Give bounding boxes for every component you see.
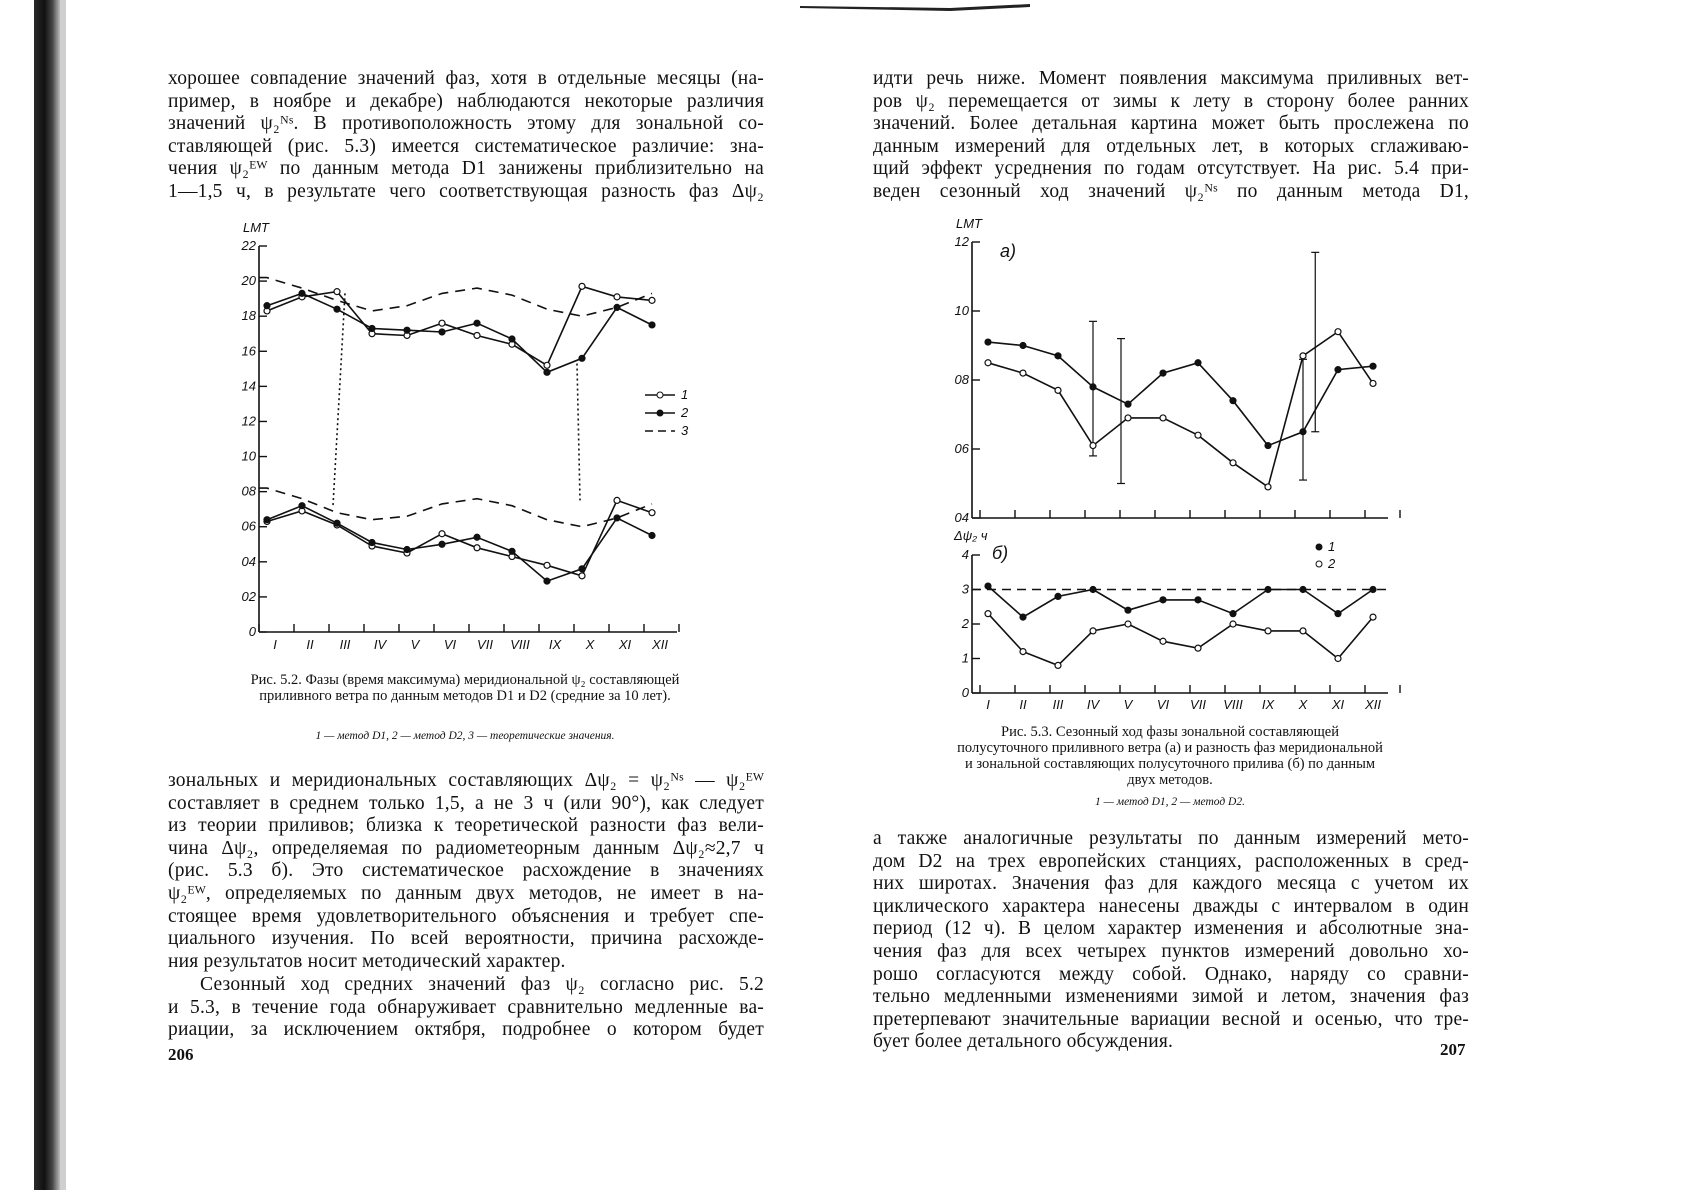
text-line: ния результатов носит методический характер.: [168, 950, 566, 972]
figure-5-2-caption: Рис. 5.2. Фазы (время максимума) меридиональной ψ₂ составляющей приливного ветра по данным методов D1 и D2 (средние за 10 лет).: [250, 672, 680, 704]
text-line: дом D2 на трех европейских станциях, расположенных в сред-: [873, 850, 1469, 872]
text-line: циального изучения. По всей вероятности, причина расхожде-: [168, 928, 764, 950]
panel-a-series-2-point: [1125, 401, 1131, 407]
text-line: стоящее время удовлетворительного объяснения и требует спе-: [168, 905, 764, 927]
panel-b-y-tick-label: 0: [961, 685, 969, 700]
panel-b-y-tick-label: 3: [961, 581, 969, 597]
panel-a-series-2-point: [1230, 398, 1236, 404]
x-tick-label: VII: [1190, 697, 1206, 712]
x-tick-label: IX: [548, 637, 562, 652]
page-number-left: 206: [168, 1045, 194, 1064]
panel-a-series-1-point: [985, 360, 991, 366]
panel-a-y-label: LMT: [956, 216, 982, 231]
series-1-point: [544, 362, 550, 368]
panel-b-y-tick-label: 4: [961, 547, 969, 562]
panel-b-series-2-point: [1265, 628, 1271, 634]
legend-marker: [657, 410, 663, 416]
panel-b-series-1-point: [1230, 611, 1236, 617]
series-1-point: [544, 562, 550, 568]
panel-a-series-1-point: [1230, 460, 1236, 466]
text-line: данным измерений для отдельных лет, в которых сглаживаю-: [873, 135, 1469, 157]
panel-b-series-2-point: [1090, 628, 1096, 634]
series-2-point: [264, 517, 270, 523]
panel-b-series-1-point: [1335, 611, 1341, 617]
y-tick-label: 14: [241, 378, 256, 394]
x-tick-label: III: [339, 637, 351, 652]
panel-b-series-1-point: [1090, 587, 1096, 593]
legend-marker: [1316, 561, 1322, 567]
panel-b-series-1-line: [988, 586, 1373, 617]
panel-a-series-2-point: [1160, 370, 1166, 376]
text-line: зональных и меридиональных составляющих Δψ₂ = ψ₂ᴺˢ — ψ₂ᴱᵂ: [168, 770, 764, 791]
series-2-point: [509, 548, 515, 554]
x-tick-label: IX: [1261, 697, 1275, 712]
panel-a-series-1-point: [1265, 484, 1271, 490]
panel-a-y-tick-label: 04: [954, 510, 969, 525]
left-bottom-text: [168, 770, 764, 973]
panel-b-series-1-point: [1370, 587, 1376, 593]
series-1-point: [579, 573, 585, 579]
panel-a-series-2-point: [1090, 384, 1096, 390]
series-1-point: [614, 294, 620, 300]
panel-b-series-2-point: [1055, 662, 1061, 668]
x-tick-label: II: [1019, 697, 1027, 712]
panel-b-series-1-point: [1195, 597, 1201, 603]
panel-b-series-2-point: [1335, 656, 1341, 662]
panel-b-series-2-point: [1230, 621, 1236, 627]
panel-b-series-2-point: [1125, 621, 1131, 627]
series-2-point: [299, 503, 305, 509]
series-1-point: [649, 510, 655, 516]
legend-label: 3: [681, 423, 689, 438]
series-2-point: [299, 290, 305, 296]
panel-b-series-1-point: [1055, 593, 1061, 599]
panel-b-y-tick-label: 1: [961, 650, 969, 666]
left-top-text: [168, 68, 764, 204]
panel-a-series-2-point: [1335, 367, 1341, 373]
series-1-point: [334, 289, 340, 295]
series-3-theoretical: [259, 278, 652, 317]
series-2-point: [614, 515, 620, 521]
panel-b-series-1-point: [1020, 614, 1026, 620]
series-1-point: [579, 283, 585, 289]
text-line: хорошее совпадение значений фаз, хотя в отдельные месяцы (на-: [168, 68, 764, 89]
panel-a-series-2-point: [1300, 429, 1306, 435]
text-line: чина Δψ₂, определяемая по радиометеорным данным Δψ₂≈2,7 ч: [168, 837, 764, 859]
panel-a-series-2-point: [1370, 363, 1376, 369]
x-tick-label: VIII: [510, 637, 530, 652]
panel-a-series-1-point: [1300, 353, 1306, 359]
series-2-point: [649, 533, 655, 539]
panel-a-series-1-point: [1090, 443, 1096, 449]
text-line: риации, за исключением октября, подробнее о котором будет: [168, 1019, 764, 1041]
series-2-point: [649, 322, 655, 328]
panel-a-series-1-point: [1335, 329, 1341, 335]
series-1-point: [649, 297, 655, 303]
text-line: чения ψ₂ᴱᵂ по данным метода D1 занижены приблизительно на: [168, 158, 764, 180]
book-binding-edge: [60, 0, 66, 1190]
panel-b-series-2-point: [1160, 638, 1166, 644]
text-line: Сезонный ход средних значений фаз ψ₂ согласно рис. 5.2: [200, 974, 764, 995]
series-2-point: [579, 355, 585, 361]
panel-a-series-2-point: [985, 339, 991, 345]
panel-b-y-label: Δψ₂ ч: [954, 528, 988, 543]
series-2-line: [267, 506, 652, 581]
series-2-point: [404, 327, 410, 333]
x-tick-label: V: [410, 637, 420, 652]
panel-b-series-2-point: [1300, 628, 1306, 634]
text-line: ров ψ₂ перемещается от зимы к лету в сторону более ранних: [873, 90, 1469, 112]
text-line: период (12 ч). В целом характер изменения и абсолютные зна-: [873, 918, 1469, 940]
figure-5-2: [225, 218, 695, 658]
y-tick-label: 22: [241, 238, 256, 253]
series-2-point: [544, 369, 550, 375]
x-tick-label: I: [273, 637, 277, 652]
panel-a-series-1-point: [1195, 432, 1201, 438]
series-1-point: [614, 497, 620, 503]
x-tick-label: III: [1052, 697, 1064, 712]
series-1-line: [267, 500, 652, 576]
series-2-point: [334, 306, 340, 312]
panel-a-series-1-point: [1370, 380, 1376, 386]
figure-5-2-legend: 1 — метод D1, 2 — метод D2, 3 — теоретические значения.: [315, 730, 615, 742]
text-line: ψ₂ᴱᵂ, определяемых по данным двух методов, не имеет в на-: [168, 882, 764, 904]
phase-jump-march: [333, 293, 345, 505]
x-tick-label: VIII: [1223, 697, 1243, 712]
panel-a-series-2-point: [1055, 353, 1061, 359]
y-tick-label: 10: [241, 448, 256, 464]
figure-5-3-caption: Рис. 5.3. Сезонный ход фазы зональной составляющей полусуточного приливного ветра (а) и разность фаз меридиональной и зональной составляющих полусуточного прилива (б) по данным двух методов.: [957, 724, 1383, 788]
panel-a-y-tick-label: 08: [954, 372, 969, 387]
page-number-right: 207: [1440, 1040, 1466, 1059]
phase-jump-october: [577, 364, 580, 501]
panel-b-series-1-point: [1265, 587, 1271, 593]
series-2-point: [614, 304, 620, 310]
series-2-point: [369, 540, 375, 546]
left-last-paragraph: [168, 974, 764, 1042]
text-line: значений. Более детальная картина может быть прослежена по: [873, 113, 1469, 135]
x-tick-label: II: [306, 637, 314, 652]
y-tick-label: 02: [241, 588, 256, 604]
panel-b-series-2-point: [985, 611, 991, 617]
text-line: пример, в ноябре и декабре) наблюдаются некоторые различия: [168, 90, 764, 112]
series-2-point: [439, 541, 445, 547]
y-tick-label: 18: [241, 308, 256, 324]
text-line: претерпевают значительные вариации весной и осенью, что тре-: [873, 1008, 1469, 1030]
y-tick-label: 04: [241, 553, 256, 569]
text-line: 1—1,5 ч, в результате чего соответствующая разность фаз Δψ₂: [168, 180, 764, 202]
text-line: веден сезонный ход значений ψ₂ᴺˢ по данным метода D1,: [873, 180, 1469, 202]
panel-b-series-2-point: [1020, 649, 1026, 655]
text-line: ставляющей (рис. 5.3) имеется систематическое различие: зна-: [168, 135, 764, 157]
panel-b-series-2-point: [1195, 645, 1201, 651]
series-2-point: [439, 329, 445, 335]
panel-a-label: а): [1000, 241, 1017, 261]
legend-marker: [657, 392, 663, 398]
panel-a-y-tick-label: 06: [954, 441, 969, 456]
y-tick-label: 12: [241, 413, 256, 429]
series-2-point: [334, 520, 340, 526]
series-1-point: [439, 320, 445, 326]
series-2-point: [474, 320, 480, 326]
x-tick-label: X: [585, 637, 595, 652]
legend-label: 1: [1328, 539, 1336, 554]
text-line: из теории приливов; близка к теоретической разности фаз вели-: [168, 815, 764, 837]
x-tick-label: X: [1298, 697, 1308, 712]
book-binding-shadow: [34, 0, 60, 1190]
series-1-point: [474, 545, 480, 551]
panel-a-series-1-point: [1160, 415, 1166, 421]
series-3-theoretical: [259, 488, 652, 527]
y-tick-label: 06: [241, 518, 256, 534]
y-tick-label: 08: [241, 483, 256, 499]
series-2-point: [264, 303, 270, 309]
text-line: чения фаз для всех четырех пунктов измерений довольно хо-: [873, 940, 1469, 962]
y-tick-label: 16: [241, 343, 256, 359]
series-2-point: [579, 566, 585, 572]
right-bottom-text: [873, 828, 1469, 1054]
panel-b-series-2-point: [1370, 614, 1376, 620]
x-tick-label: VI: [443, 637, 457, 652]
x-tick-label: XII: [652, 637, 668, 652]
text-line: (рис. 5.3 б). Это систематическое расхождение в значениях: [168, 860, 764, 882]
panel-a-series-1-point: [1125, 415, 1131, 421]
series-2-point: [369, 325, 375, 331]
text-line: циклического характера нанесены дважды с интервалом в один: [873, 895, 1469, 917]
panel-b-series-1-point: [1300, 587, 1306, 593]
legend-label: 1: [681, 387, 689, 402]
x-tick-label: IV: [1086, 697, 1100, 712]
text-line: составляет в среднем только 1,5, а не 3 ч (или 90°), как следует: [168, 792, 764, 814]
y-tick-label: 20: [241, 273, 256, 289]
scan-mark: [800, 2, 1030, 12]
text-line: идти речь ниже. Момент появления максимума приливных вет-: [873, 68, 1469, 89]
text-line: них широтах. Значения фаз для каждого месяца с учетом их: [873, 873, 1469, 895]
x-tick-label: V: [1123, 697, 1133, 712]
y-axis-label: LMT: [243, 220, 269, 235]
text-line: бует более детального обсуждения.: [873, 1031, 1174, 1053]
x-tick-label: XII: [1365, 697, 1381, 712]
series-2-line: [267, 293, 652, 372]
panel-a-series-1-point: [1055, 387, 1061, 393]
panel-b-y-tick-label: 2: [961, 616, 969, 631]
figure-5-3: [945, 210, 1405, 720]
legend-marker: [1316, 544, 1322, 550]
panel-b-series-1-point: [985, 583, 991, 589]
y-tick-label: 0: [248, 624, 256, 639]
panel-a-series-1-point: [1020, 370, 1026, 376]
series-1-point: [439, 531, 445, 537]
series-2-point: [474, 534, 480, 540]
panel-b-series-1-point: [1160, 597, 1166, 603]
series-1-point: [474, 332, 480, 338]
text-line: щий эффект усреднения по годам отсутствует. На рис. 5.4 при-: [873, 158, 1469, 180]
panel-a-y-tick-label: 12: [954, 234, 969, 249]
x-tick-label: XI: [1331, 697, 1345, 712]
panel-a-y-tick-label: 10: [954, 303, 969, 318]
series-1-line: [267, 286, 652, 365]
x-tick-label: XI: [618, 637, 632, 652]
x-tick-label: VII: [477, 637, 493, 652]
text-line: рошо согласуются между собой. Однако, наряду со сравни-: [873, 963, 1469, 985]
panel-a-series-2-point: [1020, 343, 1026, 349]
text-line: а также аналогичные результаты по данным измерений мето-: [873, 828, 1469, 849]
panel-a-series-2-point: [1195, 360, 1201, 366]
x-tick-label: I: [986, 697, 990, 712]
x-tick-label: IV: [373, 637, 387, 652]
text-line: тельно медленными изменениями зимой и летом, значения фаз: [873, 986, 1469, 1008]
panel-b-series-1-point: [1125, 607, 1131, 613]
series-2-point: [509, 336, 515, 342]
x-tick-label: VI: [1156, 697, 1170, 712]
right-top-text: [873, 68, 1469, 204]
panel-a-series-2-point: [1265, 443, 1271, 449]
legend-label: 2: [681, 405, 689, 420]
panel-b-label: б): [992, 543, 1009, 563]
panel-b-series-2-line: [988, 614, 1373, 666]
legend-label: 2: [1328, 556, 1336, 571]
text-line: и 5.3, в течение года обнаруживает сравнительно медленные ва-: [168, 996, 764, 1018]
series-2-point: [544, 578, 550, 584]
series-2-point: [404, 547, 410, 553]
text-line: значений ψ₂ᴺˢ. В противоположность этому для зональной со-: [168, 113, 764, 135]
figure-5-3-legend: 1 — метод D1, 2 — метод D2.: [1095, 796, 1245, 808]
